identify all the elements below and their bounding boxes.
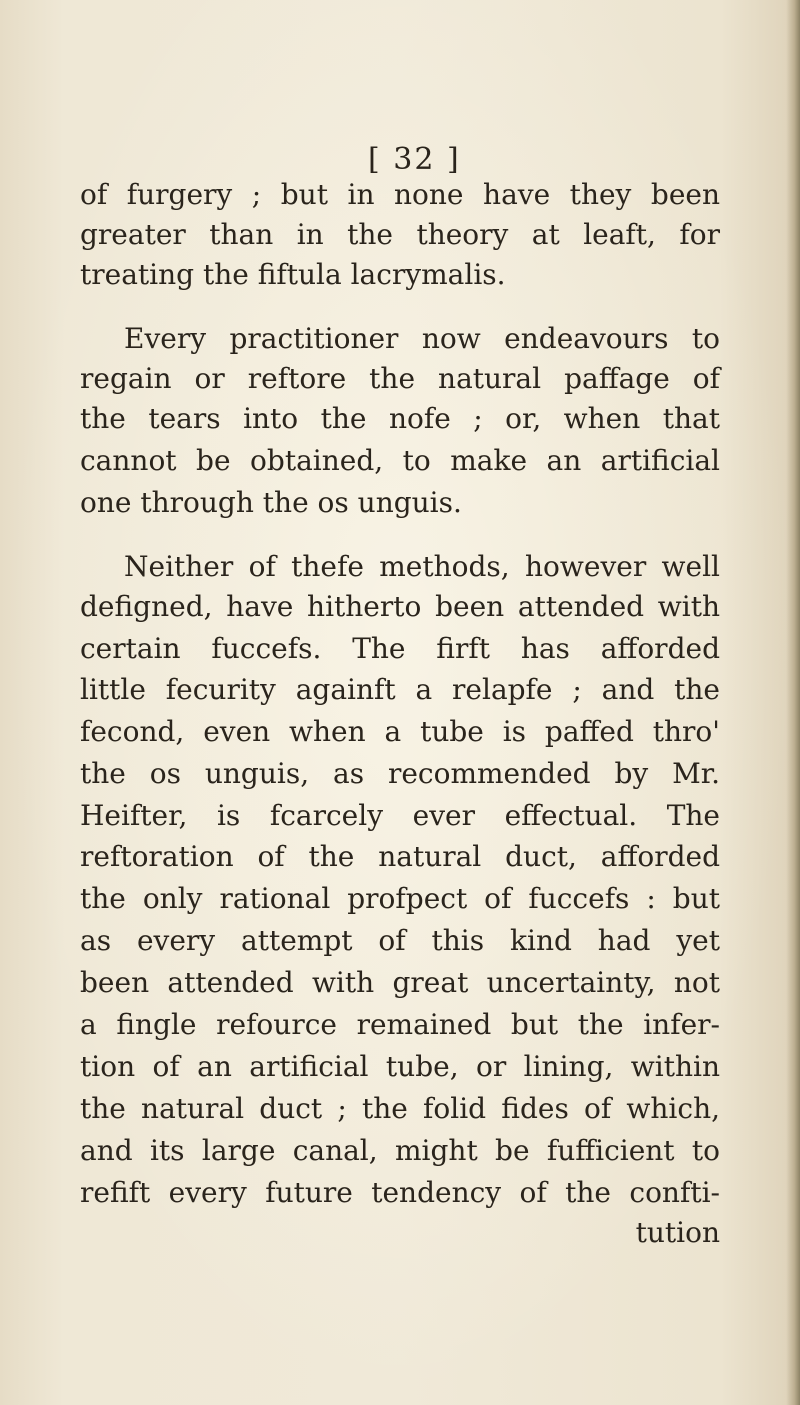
text-line: regain or reftore the natural paffage of	[80, 362, 720, 395]
catchword: tution	[635, 1216, 720, 1249]
text-line: of furgery ; but in none have they been	[80, 178, 720, 211]
text-line: certain fuccefs. The firft has afforded	[80, 632, 720, 665]
text-line: greater than in the theory at leaft, for	[80, 218, 720, 251]
text-line: the os unguis, as recommended by Mr.	[80, 757, 720, 790]
text-line: fecond, even when a tube is paffed thro'	[80, 715, 720, 748]
text-line: been attended with great uncertainty, not	[80, 966, 720, 999]
text-line: defigned, have hitherto been attended with	[80, 590, 720, 623]
page-number: [ 32 ]	[368, 142, 461, 177]
text-line: tion of an artificial tube, or lining, within	[80, 1050, 720, 1083]
text-line: as every attempt of this kind had yet	[80, 924, 720, 957]
text-line: little fecurity againft a relapfe ; and the	[80, 673, 720, 706]
text-line: the natural duct ; the folid fides of which,	[80, 1092, 720, 1125]
text-line: the only rational profpect of fuccefs : but	[80, 882, 720, 915]
text-line: one through the os unguis.	[80, 486, 462, 519]
text-line: Heifter, is fcarcely ever effectual. The	[80, 799, 720, 832]
text-line: refift every future tendency of the confti-	[80, 1176, 720, 1209]
text-line: Neither of thefe methods, however well	[124, 550, 720, 583]
text-line: a fingle refource remained but the infer-	[80, 1008, 720, 1041]
text-line: the tears into the nofe ; or, when that	[80, 402, 720, 435]
text-line: treating the fiftula lacrymalis.	[80, 258, 506, 291]
text-line: cannot be obtained, to make an artificial	[80, 444, 720, 477]
text-line: reftoration of the natural duct, afforded	[80, 840, 720, 873]
text-line: and its large canal, might be fufficient to	[80, 1134, 720, 1167]
text-line: Every practitioner now endeavours to	[124, 322, 720, 355]
